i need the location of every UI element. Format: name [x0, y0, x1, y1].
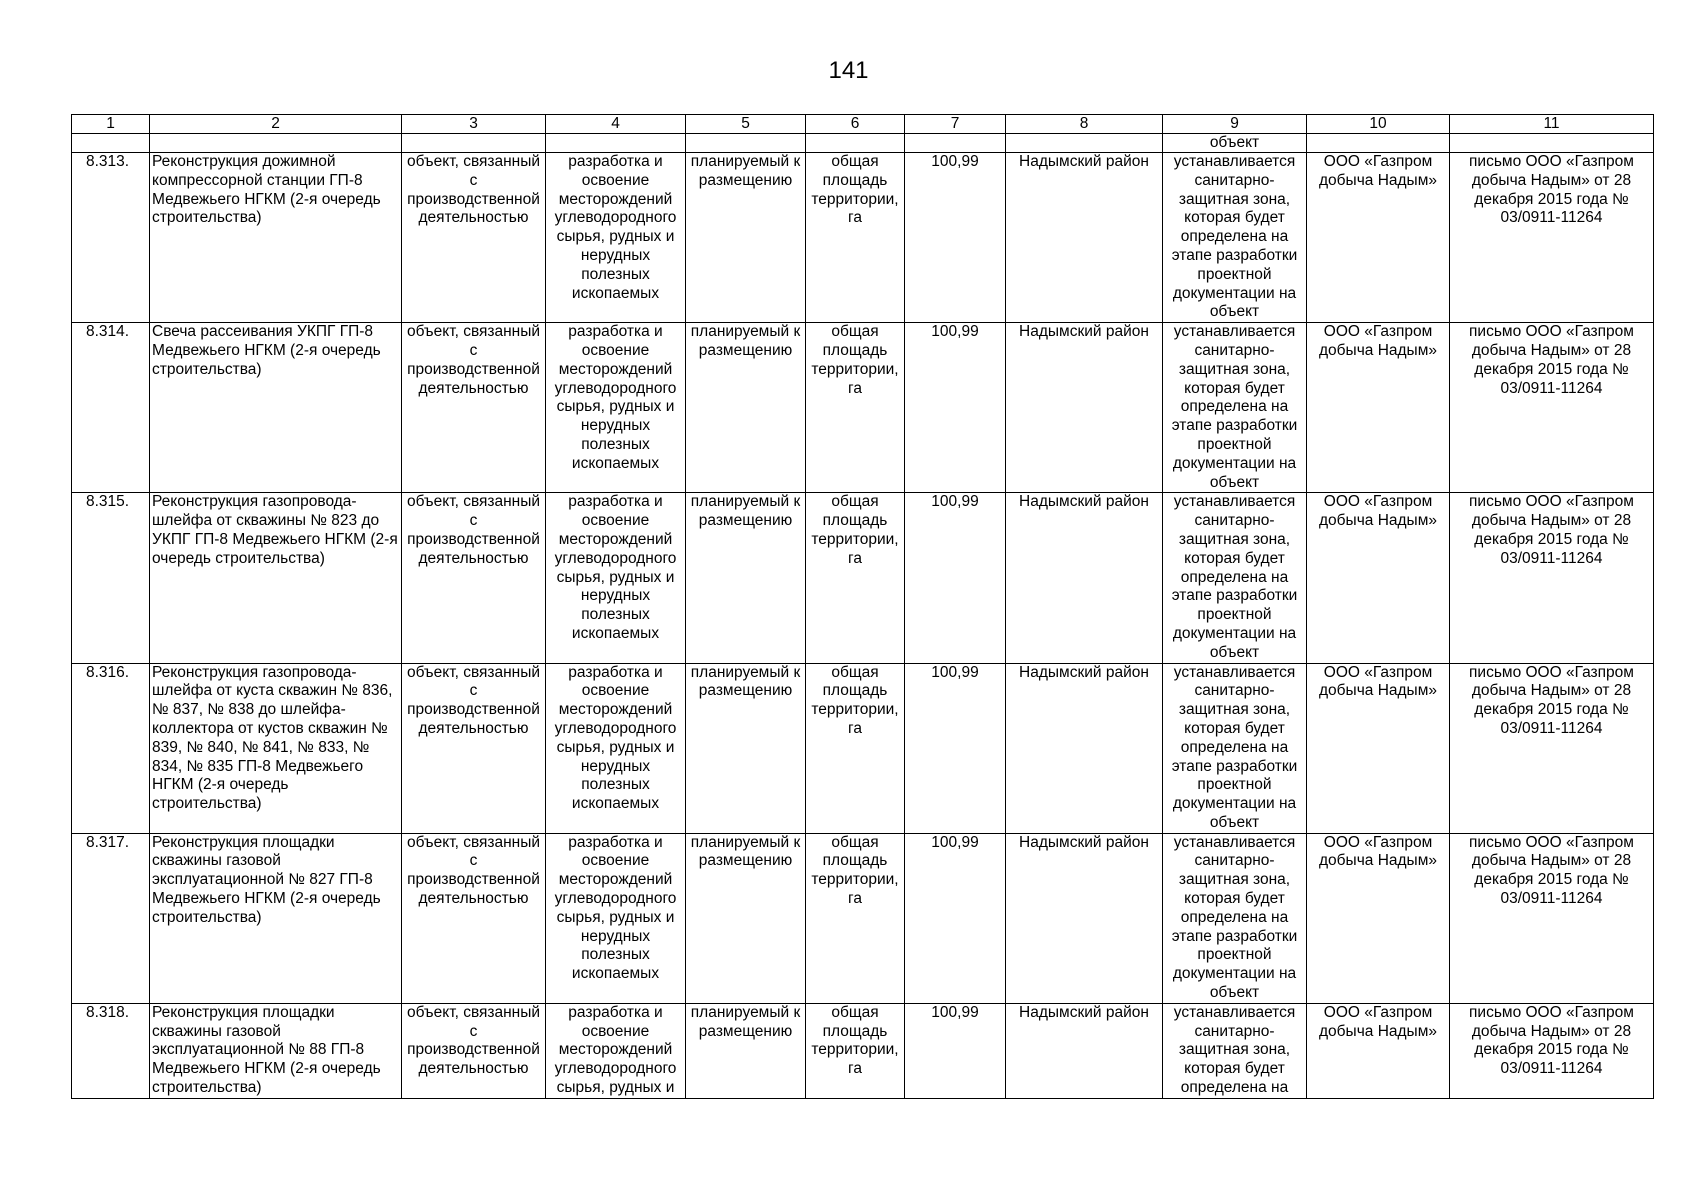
object-name: Реконструкция газопровода-шлейфа от скважины № 823 до УКПГ ГП-8 Медвежьего НГКМ (2-я очередь строительства)	[150, 493, 402, 663]
column-header: 4	[546, 115, 686, 134]
activity-type: разработка и освоение месторождений углеводородного сырья, рудных и	[546, 1003, 686, 1098]
column-header: 6	[806, 115, 905, 134]
parameter-name: общая площадь территории, га	[806, 153, 905, 323]
table-row	[72, 323, 1654, 493]
location: Надымский район	[1006, 1003, 1163, 1098]
activity-type: разработка и освоение месторождений углеводородного сырья, рудных и нерудных полезных ископаемых	[546, 493, 686, 663]
header-row	[72, 115, 1654, 134]
organization: ООО «Газпром добыча Надым»	[1307, 323, 1450, 493]
organization: ООО «Газпром добыча Надым»	[1307, 493, 1450, 663]
organization: ООО «Газпром добыча Надым»	[1307, 153, 1450, 323]
location: Надымский район	[1006, 663, 1163, 833]
row-number: 8.315.	[72, 493, 150, 663]
activity-type: разработка и освоение месторождений углеводородного сырья, рудных и нерудных полезных ископаемых	[546, 663, 686, 833]
column-header: 10	[1307, 115, 1450, 134]
table-row	[72, 833, 1654, 1003]
object-name: Реконструкция площадки скважины газовой эксплуатационной № 827 ГП-8 Медвежьего НГКМ (2-я очередь строительства)	[150, 833, 402, 1003]
object-purpose: объект, связанный с производственной деятельностью	[402, 153, 546, 323]
continuation-cell: объект	[1163, 134, 1307, 153]
object-purpose: объект, связанный с производственной деятельностью	[402, 663, 546, 833]
parameter-value: 100,99	[905, 493, 1006, 663]
row-number: 8.313.	[72, 153, 150, 323]
object-status: планируемый к размещению	[686, 323, 806, 493]
object-name: Свеча рассеивания УКПГ ГП-8 Медвежьего НГКМ (2-я очередь строительства)	[150, 323, 402, 493]
table-body	[72, 134, 1654, 1099]
zone-info: устанавливается санитарно-защитная зона, которая будет определена на этапе разработки проектной документации на объект	[1163, 323, 1307, 493]
row-number: 8.314.	[72, 323, 150, 493]
zone-info: устанавливается санитарно-защитная зона, которая будет определена на	[1163, 1003, 1307, 1098]
organization: ООО «Газпром добыча Надым»	[1307, 1003, 1450, 1098]
source-document: письмо ООО «Газпром добыча Надым» от 28 декабря 2015 года № 03/0911-11264	[1450, 493, 1654, 663]
location: Надымский район	[1006, 323, 1163, 493]
parameter-value: 100,99	[905, 323, 1006, 493]
zone-info: устанавливается санитарно-защитная зона, которая будет определена на этапе разработки проектной документации на объект	[1163, 493, 1307, 663]
parameter-name: общая площадь территории, га	[806, 833, 905, 1003]
object-purpose: объект, связанный с производственной деятельностью	[402, 493, 546, 663]
source-document: письмо ООО «Газпром добыча Надым» от 28 декабря 2015 года № 03/0911-11264	[1450, 833, 1654, 1003]
column-header: 1	[72, 115, 150, 134]
source-document: письмо ООО «Газпром добыча Надым» от 28 декабря 2015 года № 03/0911-11264	[1450, 323, 1654, 493]
column-header: 9	[1163, 115, 1307, 134]
column-header: 11	[1450, 115, 1654, 134]
object-status: планируемый к размещению	[686, 153, 806, 323]
table-row	[72, 663, 1654, 833]
organization: ООО «Газпром добыча Надым»	[1307, 833, 1450, 1003]
object-purpose: объект, связанный с производственной деятельностью	[402, 1003, 546, 1098]
object-status: планируемый к размещению	[686, 493, 806, 663]
organization: ООО «Газпром добыча Надым»	[1307, 663, 1450, 833]
zone-info: устанавливается санитарно-защитная зона, которая будет определена на этапе разработки проектной документации на объект	[1163, 663, 1307, 833]
table-row	[72, 1003, 1654, 1098]
object-status: планируемый к размещению	[686, 1003, 806, 1098]
source-document: письмо ООО «Газпром добыча Надым» от 28 декабря 2015 года № 03/0911-11264	[1450, 663, 1654, 833]
column-header: 2	[150, 115, 402, 134]
parameter-name: общая площадь территории, га	[806, 663, 905, 833]
object-name: Реконструкция площадки скважины газовой эксплуатационной № 88 ГП-8 Медвежьего НГКМ (2-я очередь строительства)	[150, 1003, 402, 1098]
table-row	[72, 153, 1654, 323]
column-header: 7	[905, 115, 1006, 134]
location: Надымский район	[1006, 153, 1163, 323]
object-purpose: объект, связанный с производственной деятельностью	[402, 833, 546, 1003]
activity-type: разработка и освоение месторождений углеводородного сырья, рудных и нерудных полезных ископаемых	[546, 833, 686, 1003]
parameter-name: общая площадь территории, га	[806, 1003, 905, 1098]
continuation-row	[72, 134, 1654, 153]
parameter-name: общая площадь территории, га	[806, 493, 905, 663]
object-status: планируемый к размещению	[686, 833, 806, 1003]
zone-info: устанавливается санитарно-защитная зона, которая будет определена на этапе разработки проектной документации на объект	[1163, 153, 1307, 323]
object-name: Реконструкция дожимной компрессорной станции ГП-8 Медвежьего НГКМ (2-я очередь строительства)	[150, 153, 402, 323]
registry-table	[71, 114, 1654, 1099]
object-purpose: объект, связанный с производственной деятельностью	[402, 323, 546, 493]
object-status: планируемый к размещению	[686, 663, 806, 833]
zone-info: устанавливается санитарно-защитная зона, которая будет определена на этапе разработки проектной документации на объект	[1163, 833, 1307, 1003]
row-number: 8.317.	[72, 833, 150, 1003]
activity-type: разработка и освоение месторождений углеводородного сырья, рудных и нерудных полезных ископаемых	[546, 153, 686, 323]
column-header: 8	[1006, 115, 1163, 134]
source-document: письмо ООО «Газпром добыча Надым» от 28 декабря 2015 года № 03/0911-11264	[1450, 1003, 1654, 1098]
object-name: Реконструкция газопровода-шлейфа от куста скважин № 836, № 837, № 838 до шлейфа-коллектора от кустов скважин № 839, № 840, № 841, № 833, № 834, № 835 ГП-8 Медвежьего НГКМ (2-я очередь строительства)	[150, 663, 402, 833]
table-row	[72, 493, 1654, 663]
parameter-value: 100,99	[905, 833, 1006, 1003]
parameter-name: общая площадь территории, га	[806, 323, 905, 493]
column-header: 5	[686, 115, 806, 134]
column-header: 3	[402, 115, 546, 134]
table-header	[72, 115, 1654, 134]
source-document: письмо ООО «Газпром добыча Надым» от 28 декабря 2015 года № 03/0911-11264	[1450, 153, 1654, 323]
page-number: 141	[828, 57, 869, 84]
row-number: 8.318.	[72, 1003, 150, 1098]
location: Надымский район	[1006, 493, 1163, 663]
parameter-value: 100,99	[905, 153, 1006, 323]
row-number: 8.316.	[72, 663, 150, 833]
parameter-value: 100,99	[905, 1003, 1006, 1098]
location: Надымский район	[1006, 833, 1163, 1003]
parameter-value: 100,99	[905, 663, 1006, 833]
activity-type: разработка и освоение месторождений углеводородного сырья, рудных и нерудных полезных ископаемых	[546, 323, 686, 493]
